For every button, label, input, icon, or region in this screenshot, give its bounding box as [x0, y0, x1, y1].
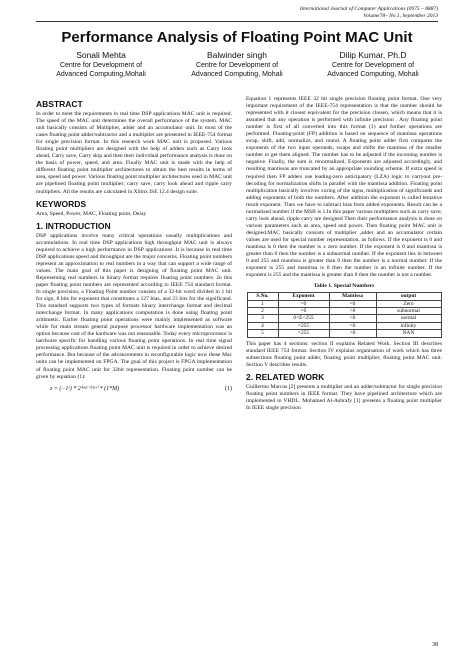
journal-header: [300, 6, 438, 20]
equation-1: [36, 386, 232, 393]
table-header-cell: Mantissa: [329, 293, 376, 300]
abstract-text: In order to meet the requirements in real time DSP applications MAC unit is required. The speed of the MAC unit determines the overall performance of the system. MAC unit basically consists of Multiplier, adder and an accumulator unit. In most of the cases floating point adder/subtractor and a multiplier are presented in IEEE-754 format for single precision format. In this research work MAC unit is proposed. Various floating point multipliers are designed with the help of adders such as Carry look ahead, Carry save, Carry skip and then their individual performance analysis is done on the basis of power, speed, and area. Finally MAC unit is made with the help of different floating point multiplier architectures to obtain the best results in terms of area, speed and power. Various floating point multiplier architectures used in MAC unit are pipelined floating point multiplier; carry save, carry look ahead and ripple carry multipliers. All the results are calculated in Xilinx ISE 12.4 design suite.: [36, 111, 232, 195]
table-cell: subnormal: [376, 308, 441, 315]
equation-formula: z = (−1ˢ) * 2⁽ᵉˣᵖ⁻ᵇⁱᵃˢ⁾ * (1*M): [50, 385, 120, 392]
table-cell: Zero: [376, 300, 441, 307]
special-numbers-table: [247, 292, 442, 337]
table-cell: =0: [278, 308, 329, 315]
header-rule: [36, 21, 438, 22]
table-cell: infinity: [376, 322, 441, 329]
author-name: Sonali Mehta: [76, 50, 126, 60]
table-cell: =255: [278, 322, 329, 329]
left-column: [36, 96, 232, 393]
table-cell: >0: [329, 315, 376, 322]
table-header-row: [247, 293, 441, 300]
author-affiliation: Advanced Computing,Mohali: [56, 71, 146, 78]
author-name: Balwinder singh: [206, 50, 267, 60]
table-header-cell: output: [376, 293, 441, 300]
keywords-text: Area, Speed, Power, MAC, Floating point, Delay: [36, 210, 147, 217]
table-header-cell: S.No.: [247, 293, 278, 300]
table-cell: 0<E<255: [278, 315, 329, 322]
author-affiliation: Advanced Computing, Mohali: [191, 71, 283, 78]
body-paragraph: Equation 1 represents IEEE 32 bit single precision floating point format. One very important requirement of the IEEE-754 representation is that the number should be represented with it closest equivalent for the precision chosen, which means that it is assumed that any operation is performed with infinite precision . Any floating point number is first of all converted into this format (1) and further operations are performed. Floating-point (FP) addition is based on sequence of mantissa operations swap, shift, add, normalize, and round. A floating point adder first compares the exponents of the two input operands, swaps and shifts the mantissa of the smaller number to get them aligned. The number has to be adjusted if the incoming number is negative. Finally, the sum is renormalized, Exponents are adjusted accordingly, and resulting mantissas are truncated by an appropriate rounding scheme. If extra speed is required then FP adders use leading-zero anticipatory (LZA) logic to carryout pre-decoding for normalization shifts in parallel with the mantissa addition. Floating point multiplication basically involves xoring of the signs, multiplication of significands and adding exponents of both the numbers. After addition the exponent is called tentative result exponent. Then we have to subtract bias from added exponents. Result can be a normalised number if the MSB is 1.In this paper various multipliers such as carry save, carry look ahead, ripple carry are designed Then their performance analysis is done on various parameters such as area, speed and power. Then floating point MAC unit is designed.MAC basically consists of multiplier ,adder and an accumulator certain values are used for special number representation, as follows. If the exponent is 0 and mantissa is 0 then the number is ± zero number. If the exponent is 0 and mantissa is greater than 0 then the number is a subnormal number. If the exponent lies in between 0 and 255 and mantissa is greater than 0 then the number is a normal number. If the exponent is 255 and mantissa is 0 then the number is an infinite number. If the exponent is 255 and the mantissa is greater than 0 then the number is not a number.: [246, 96, 442, 279]
page-number: 38: [432, 642, 438, 648]
table-cell: =0: [329, 322, 376, 329]
author-3: [308, 50, 438, 79]
journal-volume: Volume78– No.1, September 2013: [363, 13, 438, 19]
table-cell: 4: [247, 322, 278, 329]
introduction-text: DSP applications involve many critical operations usually multiplications and accumulations. In real time DSP applications high throughput MAC unit is always required to achieve a high performance in DSP applications .It is because in real time DSP applications speed and throughput are the major concerns. Floating point numbers represent an approximation to real numbers in a way that can support a wide range of values. The main goal of this paper is designing of floating point MAC unit. Representing real numbers in binary format requires floating point numbers .In this paper floating point numbers are represented according to IEEE 754 standard format. In single precision, a Floating Point number consists of a 32-bit word divided in 1 bit for sign, 8 bits for exponent that constitutes a 127 bias, and 23 bits for the significand. This standard supports two types of formats binary interchange format and decimal interchange format. In many applications computation is done using floating point arithmetic. Earlier floating point operations were mainly implemented as software while for main stream general purpose processor hardware implementation was an option because cost of the hardware was not reasonable. Today every microprocessor is hardware specific for handling various floating point operations. In real time signal processing applications floating point MAC unit is required in order to achieve desired performance. But because of the advancements in reconfigurable logic now these Mac units can be implemented on FPGA. The goal of this project is FPGA implementation of floating point MAC unit for 32bit representation. Floating point number can be given by equation (1):: [36, 232, 232, 380]
equation-number: (1): [225, 385, 232, 392]
table-row: [247, 322, 441, 329]
keywords-heading: KEYWORDS: [36, 198, 87, 209]
author-affiliation: Centre for Development of: [59, 62, 143, 69]
table-cell: 5: [247, 330, 278, 337]
table-cell: normal: [376, 315, 441, 322]
introduction-heading: 1. INTRODUCTION: [36, 220, 111, 231]
table-cell: NAN: [376, 330, 441, 337]
table-cell: 3: [247, 315, 278, 322]
abstract-heading: ABSTRACT: [36, 99, 83, 109]
table-cell: =255: [278, 330, 329, 337]
author-affiliation: Centre for Development of: [331, 62, 415, 69]
table-header-cell: Exponent: [278, 293, 329, 300]
table-cell: =0: [278, 300, 329, 307]
table-cell: =0: [329, 300, 376, 307]
body-paragraph: Guillermo Marcus [2] presents a multiplier and an adder/subtractor for single precision floating point numbers in IEEE format. They have pipelined architecture which are implemented in VHDL. Mohamed Al-Ashrafy [1] presents a floating point multiplier In IEEE single precision: [246, 383, 442, 412]
table-cell: 1: [247, 300, 278, 307]
table-row: [247, 330, 441, 337]
body-paragraph: This paper has 4 sections: section II explains Related Work. Section III describes standard IEEE 754 format. Section IV explains organisation of work which has three subsections floating point adder, floating point multiplier, floating point MAC unit. Section V describes results.: [246, 340, 442, 368]
author-name: Dilip Kumar, Ph.D: [339, 50, 407, 60]
table-cell: >0: [329, 308, 376, 315]
journal-name: International Journal of Computer Applications (0975 – 8887): [299, 6, 438, 12]
paper-title: Performance Analysis of Floating Point MAC Unit: [61, 29, 413, 46]
related-work-heading: 2. RELATED WORK: [246, 371, 325, 382]
right-column: [246, 96, 442, 412]
author-1: [36, 50, 166, 79]
table-caption: Table 1. Special Numbers: [313, 283, 375, 290]
author-affiliation: Advanced Computing, Mohali: [327, 71, 419, 78]
author-affiliation: Centre for Development of: [195, 62, 279, 69]
table-cell: >0: [329, 330, 376, 337]
table-cell: 2: [247, 308, 278, 315]
table-row: [247, 315, 441, 322]
table-row: [247, 308, 441, 315]
table-row: [247, 300, 441, 307]
author-2: [172, 50, 302, 79]
author-block: [36, 50, 438, 79]
